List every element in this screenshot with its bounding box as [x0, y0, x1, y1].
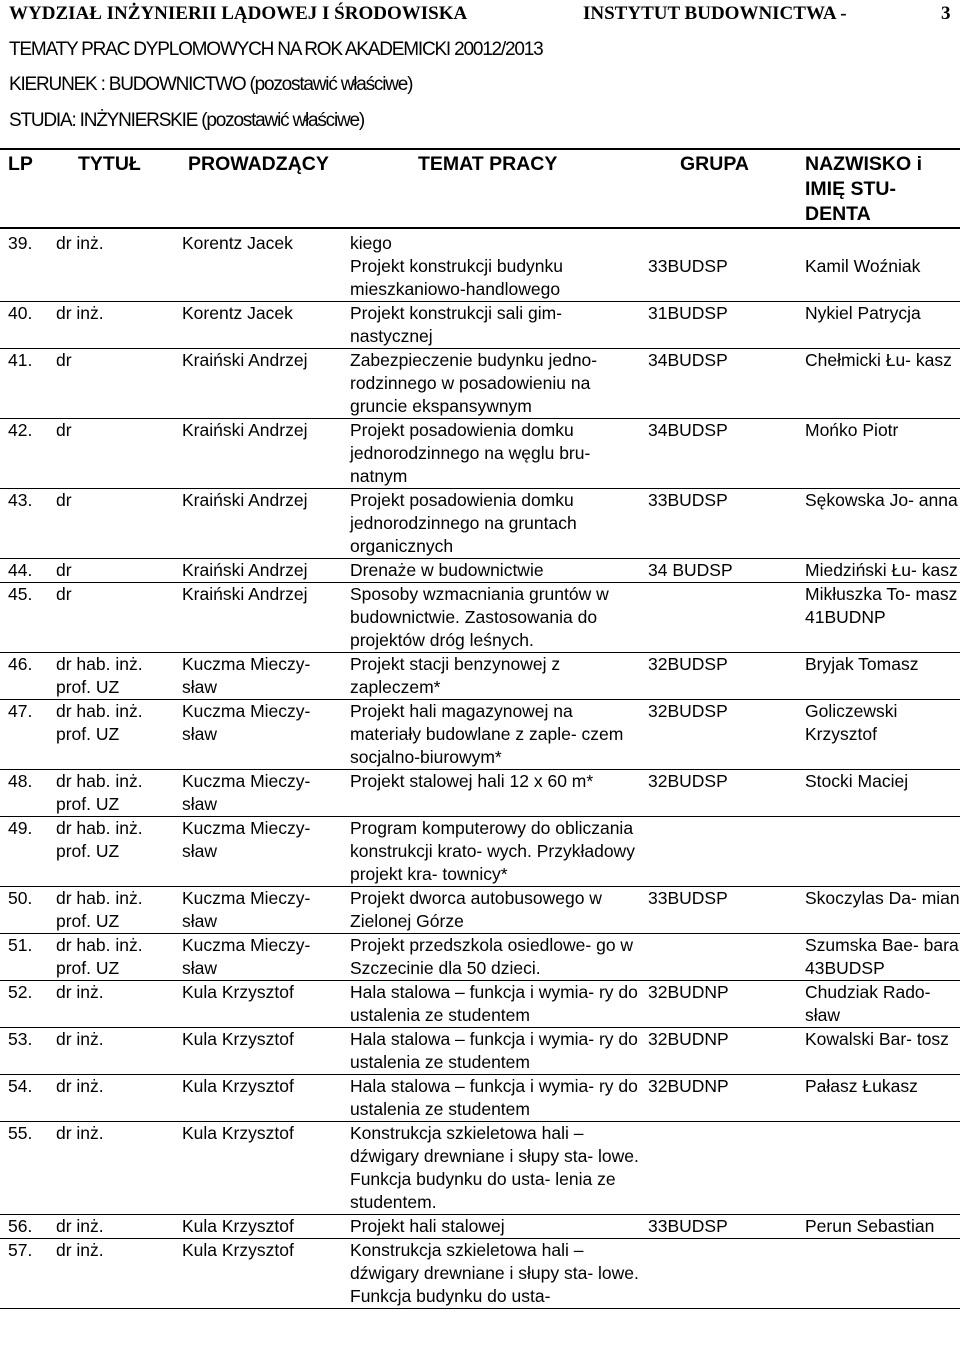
- cell-academic-title: dr hab. inż. prof. UZ: [56, 935, 143, 978]
- cell-lp: 47.: [8, 701, 33, 721]
- cell-student: Pałasz Łukasz: [805, 1076, 918, 1096]
- table-row: [0, 302, 960, 349]
- study-type-line: STUDIA: INŻYNIERSKIE (pozostawić właściwe): [9, 110, 365, 131]
- cell-topic: kiego Projekt konstrukcji budynku mieszkaniowo-handlowego: [350, 233, 564, 299]
- thesis-topics-title: TEMATY PRAC DYPLOMOWYCH NA ROK AKADEMICKI 20012/2013: [9, 39, 543, 60]
- table-row: [0, 1215, 960, 1239]
- table-row: [0, 583, 960, 653]
- institute-name: INSTYTUT BUDOWNICTWA -: [583, 3, 847, 24]
- cell-supervisor: Kuczma Mieczy- sław: [182, 771, 311, 814]
- cell-supervisor: Kula Krzysztof: [182, 1076, 294, 1096]
- cell-lp: 46.: [8, 654, 33, 674]
- cell-supervisor: Korentz Jacek: [182, 233, 293, 253]
- cell-supervisor: Kuczma Mieczy- sław: [182, 935, 311, 978]
- cell-group: 34 BUDSP: [648, 560, 733, 580]
- field-of-study-line: KIERUNEK : BUDOWNICTWO (pozostawić właściwe): [9, 74, 413, 95]
- cell-supervisor: Kuczma Mieczy- sław: [182, 701, 311, 744]
- cell-topic: Hala stalowa – funkcja i wymia- ry do ustalenia ze studentem: [350, 982, 638, 1025]
- cell-academic-title: dr hab. inż. prof. UZ: [56, 818, 143, 861]
- cell-student: Chełmicki Łu- kasz: [805, 350, 952, 370]
- column-header-title: TYTUŁ: [78, 153, 141, 175]
- column-header-student: NAZWISKO i IMIĘ STU- DENTA: [805, 153, 922, 225]
- cell-supervisor: Kula Krzysztof: [182, 982, 294, 1002]
- page-number: 3: [941, 3, 951, 24]
- cell-student: [797, 1239, 960, 1309]
- cell-student: Mikłuszka To- masz 41BUDNP: [805, 584, 958, 627]
- cell-academic-title: dr inż.: [56, 233, 104, 253]
- cell-topic: Konstrukcja szkieletowa hali – dźwigary drewniane i słupy sta- lowe. Funkcja budynku do usta- lenia ze studentem.: [350, 1123, 639, 1212]
- cell-academic-title: dr hab. inż. prof. UZ: [56, 771, 143, 814]
- cell-topic: Sposoby wzmacniania gruntów w budownictwie. Zastosowania do projektów dróg leśnych.: [350, 584, 609, 650]
- cell-group: 33BUDSP: [648, 888, 728, 908]
- cell-topic: Projekt stalowej hali 12 x 60 m*: [350, 771, 594, 791]
- cell-academic-title: dr inż.: [56, 303, 104, 323]
- cell-supervisor: Kraiński Andrzej: [182, 490, 308, 510]
- cell-student: Chudziak Rado- sław: [805, 982, 931, 1025]
- column-header-topic: TEMAT PRACY: [418, 153, 558, 175]
- cell-supervisor: Kula Krzysztof: [182, 1216, 294, 1236]
- cell-academic-title: dr inż.: [56, 1240, 104, 1260]
- cell-group: 32BUDNP: [648, 982, 729, 1002]
- cell-lp: 41.: [8, 350, 33, 370]
- cell-student: Sękowska Jo- anna: [805, 490, 958, 510]
- cell-group: 33BUDSP: [648, 1216, 728, 1236]
- cell-academic-title: dr: [56, 490, 72, 510]
- cell-lp: 50.: [8, 888, 33, 908]
- cell-topic: Hala stalowa – funkcja i wymia- ry do ustalenia ze studentem: [350, 1029, 638, 1072]
- table-row: [0, 981, 960, 1028]
- cell-group: [640, 1239, 797, 1309]
- table-row: [0, 1239, 960, 1309]
- cell-student: Bryjak Tomasz: [805, 654, 919, 674]
- table-row: [0, 1075, 960, 1122]
- cell-group: 32BUDSP: [648, 654, 728, 674]
- cell-group: [640, 583, 797, 653]
- column-header-supervisor: PROWADZĄCY: [188, 153, 329, 175]
- cell-lp: 53.: [8, 1029, 33, 1049]
- cell-lp: 43.: [8, 490, 33, 510]
- table-row: [0, 700, 960, 770]
- cell-topic: Projekt hali stalowej: [350, 1216, 505, 1236]
- cell-student: Kowalski Bar- tosz: [805, 1029, 949, 1049]
- cell-academic-title: dr hab. inż. prof. UZ: [56, 888, 143, 931]
- cell-lp: 55.: [8, 1123, 33, 1143]
- cell-lp: 45.: [8, 584, 33, 604]
- table-row: [0, 559, 960, 583]
- cell-topic: Drenaże w budownictwie: [350, 560, 544, 580]
- cell-supervisor: Kula Krzysztof: [182, 1240, 294, 1260]
- cell-topic: Projekt posadowienia domku jednorodzinnego na węglu bru- natnym: [350, 420, 591, 486]
- cell-academic-title: dr: [56, 560, 72, 580]
- table-body: [0, 228, 960, 1309]
- cell-supervisor: Kuczma Mieczy- sław: [182, 654, 311, 697]
- cell-student: Miedziński Łu- kasz: [805, 560, 958, 580]
- cell-lp: 42.: [8, 420, 33, 440]
- cell-academic-title: dr inż.: [56, 1123, 104, 1143]
- cell-supervisor: Kula Krzysztof: [182, 1123, 294, 1143]
- cell-group: 32BUDNP: [648, 1076, 729, 1096]
- cell-lp: 39.: [8, 233, 33, 253]
- cell-academic-title: dr: [56, 350, 72, 370]
- cell-group: [640, 934, 797, 981]
- cell-academic-title: dr: [56, 420, 72, 440]
- document-header: [0, 0, 960, 26]
- table-header-row: [0, 149, 960, 228]
- cell-academic-title: dr: [56, 584, 72, 604]
- cell-student: [797, 1122, 960, 1215]
- column-header-lp: LP: [8, 153, 33, 175]
- cell-group: [640, 1122, 797, 1215]
- column-header-group: GRUPA: [680, 153, 749, 175]
- cell-lp: 51.: [8, 935, 33, 955]
- table-row: [0, 228, 960, 302]
- cell-group: [640, 817, 797, 887]
- cell-academic-title: dr hab. inż. prof. UZ: [56, 654, 143, 697]
- table-row: [0, 489, 960, 559]
- cell-group: 32BUDSP: [648, 701, 728, 721]
- cell-topic: Projekt przedszkola osiedlowe- go w Szczecinie dla 50 dzieci.: [350, 935, 634, 978]
- cell-supervisor: Kraiński Andrzej: [182, 420, 308, 440]
- table-row: [0, 887, 960, 934]
- cell-lp: 49.: [8, 818, 33, 838]
- cell-student: Kamil Woźniak: [805, 256, 921, 276]
- cell-student: Skoczylas Da- mian: [805, 888, 960, 908]
- cell-group: 32BUDSP: [648, 771, 728, 791]
- cell-topic: Program komputerowy do obliczania konstrukcji krato- wych. Przykładowy projekt kra- townicy*: [350, 818, 635, 884]
- cell-group: 33BUDSP: [648, 256, 728, 276]
- cell-academic-title: dr inż.: [56, 1076, 104, 1096]
- cell-student: Nykiel Patrycja: [805, 303, 921, 323]
- cell-lp: 56.: [8, 1216, 33, 1236]
- cell-supervisor: Kraiński Andrzej: [182, 350, 308, 370]
- table-row: [0, 817, 960, 887]
- cell-academic-title: dr inż.: [56, 1216, 104, 1236]
- cell-lp: 57.: [8, 1240, 33, 1260]
- cell-lp: 54.: [8, 1076, 33, 1096]
- cell-supervisor: Kula Krzysztof: [182, 1029, 294, 1049]
- cell-supervisor: Kuczma Mieczy- sław: [182, 818, 311, 861]
- cell-academic-title: dr inż.: [56, 982, 104, 1002]
- table-row: [0, 653, 960, 700]
- cell-group: 33BUDSP: [648, 490, 728, 510]
- cell-student: Szumska Bae- bara 43BUDSP: [805, 935, 959, 978]
- cell-lp: 52.: [8, 982, 33, 1002]
- cell-academic-title: dr inż.: [56, 1029, 104, 1049]
- cell-supervisor: Korentz Jacek: [182, 303, 293, 323]
- cell-student: Goliczewski Krzysztof: [805, 701, 898, 744]
- cell-student: Mońko Piotr: [805, 420, 899, 440]
- cell-group: 34BUDSP: [648, 420, 728, 440]
- table-row: [0, 1028, 960, 1075]
- cell-academic-title: dr hab. inż. prof. UZ: [56, 701, 143, 744]
- table-row: [0, 934, 960, 981]
- cell-topic: Projekt stacji benzynowej z zapleczem*: [350, 654, 561, 697]
- cell-topic: Hala stalowa – funkcja i wymia- ry do ustalenia ze studentem: [350, 1076, 638, 1119]
- faculty-name: WYDZIAŁ INŻYNIERII LĄDOWEJ I ŚRODOWISKA: [9, 3, 468, 24]
- cell-student: Perun Sebastian: [805, 1216, 935, 1236]
- cell-group: 34BUDSP: [648, 350, 728, 370]
- cell-lp: 44.: [8, 560, 33, 580]
- thesis-topics-table: [0, 148, 960, 1309]
- cell-topic: Konstrukcja szkieletowa hali – dźwigary drewniane i słupy sta- lowe. Funkcja budynku do usta-: [350, 1240, 639, 1306]
- cell-group: 31BUDSP: [648, 303, 728, 323]
- cell-supervisor: Kraiński Andrzej: [182, 584, 308, 604]
- cell-student: Stocki Maciej: [805, 771, 909, 791]
- cell-topic: Projekt konstrukcji sali gim- nastycznej: [350, 303, 562, 346]
- cell-lp: 40.: [8, 303, 33, 323]
- table-row: [0, 419, 960, 489]
- table-row: [0, 349, 960, 419]
- cell-group: 32BUDNP: [648, 1029, 729, 1049]
- cell-lp: 48.: [8, 771, 33, 791]
- cell-supervisor: Kuczma Mieczy- sław: [182, 888, 311, 931]
- cell-topic: Projekt hali magazynowej na materiały budowlane z zaple- czem socjalno-biurowym*: [350, 701, 624, 767]
- table-row: [0, 1122, 960, 1215]
- cell-topic: Projekt posadowienia domku jednorodzinnego na gruntach organicznych: [350, 490, 577, 556]
- cell-topic: Projekt dworca autobusowego w Zielonej Górze: [350, 888, 602, 931]
- cell-supervisor: Kraiński Andrzej: [182, 560, 308, 580]
- cell-student: [797, 817, 960, 887]
- table-row: [0, 770, 960, 817]
- cell-topic: Zabezpieczenie budynku jedno- rodzinnego w posadowieniu na gruncie ekspansywnym: [350, 350, 598, 416]
